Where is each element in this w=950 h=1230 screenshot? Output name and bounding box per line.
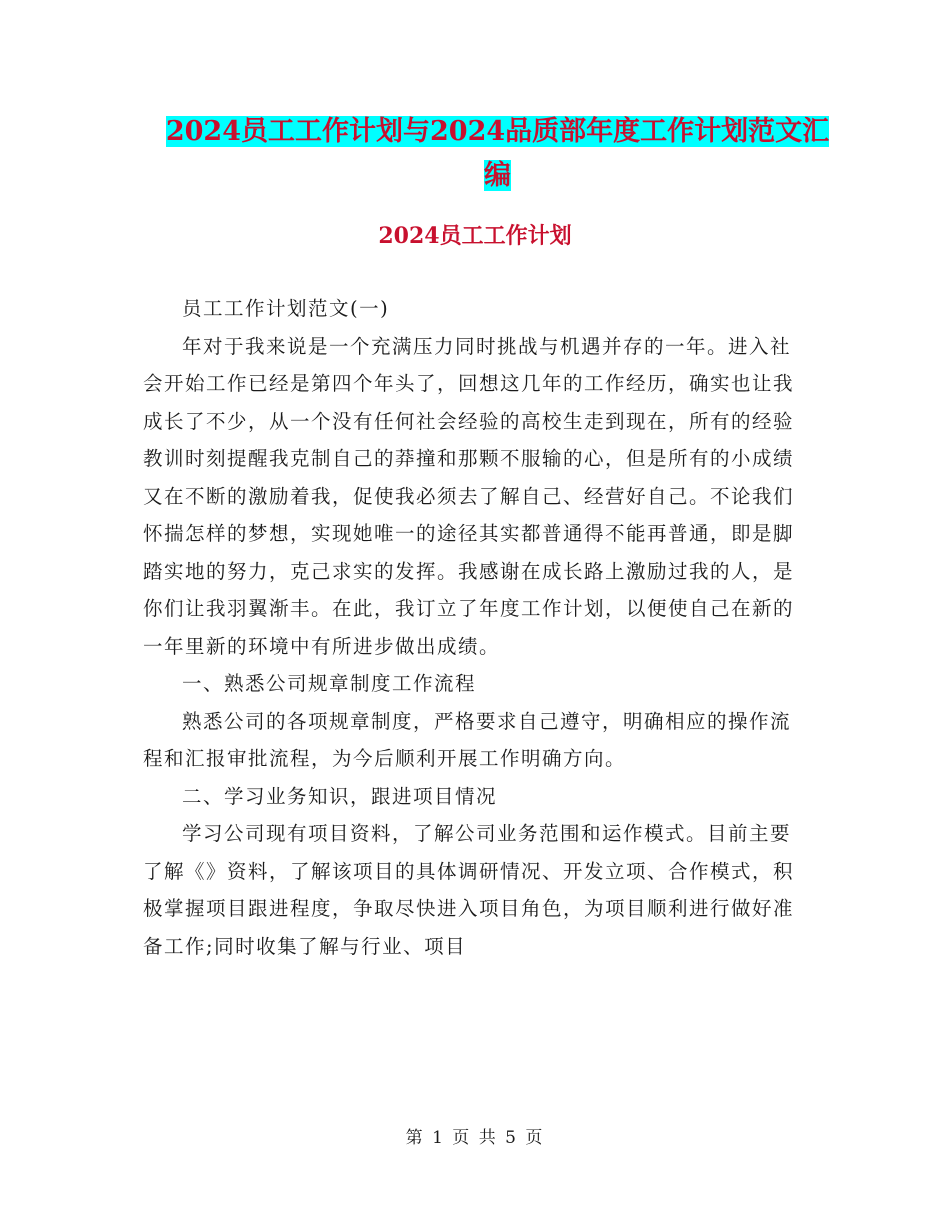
paragraph-heading-1: 一、熟悉公司规章制度工作流程 [182, 672, 477, 695]
title-line-2: 编 [484, 160, 511, 191]
document-body [143, 290, 803, 965]
paragraph-sample-heading: 员工工作计划范文(一) [182, 297, 390, 320]
document-title [145, 110, 850, 198]
page-footer: 第 1 页 共 5 页 [405, 1128, 545, 1148]
title-line-1: 2024员工工作计划与2024品质部年度工作计划范文汇 [165, 116, 830, 147]
paragraph-intro: 年对于我来说是一个充满压力同时挑战与机遇并存的一年。进入社会开始工作已经是第四个年头了，回想这几年的工作经历，确实也让我成长了不少，从一个没有任何社会经验的高校生走到现在，所有的经验教训时刻提醒我克制自己的莽撞和那颗不服输的心，但是所有的小成绩又在不断的激励着我，促使我必须去了解自己、经营好自己。不论我们怀揣怎样的梦想，实现她唯一的途径其实都普通得不能再普通，即是脚踏实地的努力，克己求实的发挥。我感谢在成长路上激励过我的人，是你们让我羽翼渐丰。在此，我订立了年度工作计划，以便使自己在新的一年里新的环境中有所进步做出成绩。 [143, 334, 795, 658]
paragraph-body-1: 熟悉公司的各项规章制度，严格要求自己遵守，明确相应的操作流程和汇报审批流程，为今后顺利开展工作明确方向。 [143, 709, 792, 770]
paragraph-body-2: 学习公司现有项目资料，了解公司业务范围和运作模式。目前主要了解《》资料，了解该项目的具体调研情况、开发立项、合作模式，积极掌握项目跟进程度，争取尽快进入项目角色，为项目顺利进行做好准备工作;同时收集了解与行业、项目 [143, 822, 795, 958]
section-title: 2024员工工作计划 [378, 223, 572, 249]
paragraph-heading-2: 二、学习业务知识，跟进项目情况 [182, 784, 498, 808]
